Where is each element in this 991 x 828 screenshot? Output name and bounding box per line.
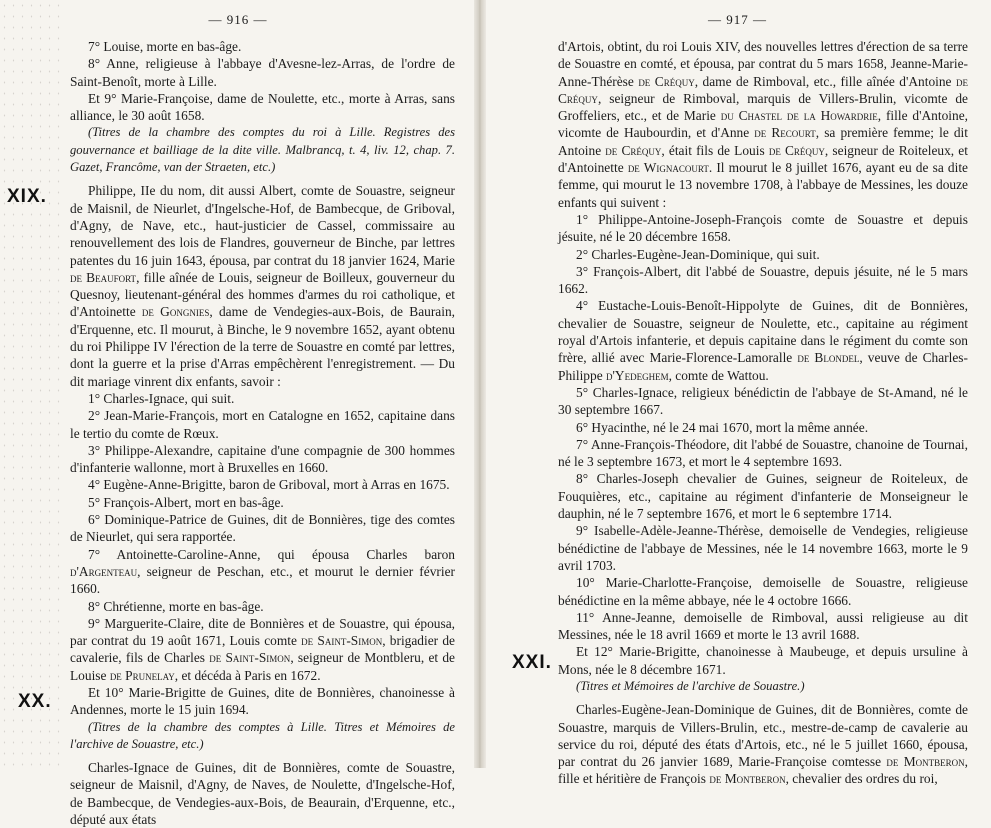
source-citation: (Titres de la chambre des comptes à Lille. Titres et Mémoires de l'archive de Souastre, etc.) bbox=[70, 719, 455, 751]
surname: de Wignacourt bbox=[627, 160, 709, 176]
paragraph-philippe bbox=[70, 182, 455, 390]
text-run: d'Artois, obtint, du roi Louis XIV, des nouvelles lettres d'érection de sa terre de Souastre en comté, et épousa, par contrat du 5 mars 1658, Jeanne-Marie-Anne-Thérèse bbox=[558, 39, 968, 89]
surname: de Créquy bbox=[768, 142, 825, 158]
surname: de Montberon bbox=[709, 771, 786, 787]
text-run: , fille d'Antoine, vicomte de Haubourdin, et d'Anne bbox=[558, 108, 968, 141]
child-entry: 3° Philippe-Alexandre, capitaine d'une compagnie de 300 hommes d'infanterie wallonne, mort à Bruxelles en 1660. bbox=[70, 442, 455, 476]
child-entry: 5° Charles-Ignace, religieux bénédictin de l'abbaye de St-Amand, né le 30 septembre 1667. bbox=[558, 384, 968, 418]
generation-marker-xix: XIX. bbox=[7, 186, 47, 207]
paragraph-charles-eugene bbox=[558, 701, 968, 787]
surname: de Blondel bbox=[797, 350, 860, 366]
surname: de Saint-Simon bbox=[209, 650, 291, 666]
text-run: , seigneur de Peschan, etc., et mourut le dernier février 1660. bbox=[70, 563, 455, 597]
paragraph-charles-ignace: Charles-Ignace de Guines, dit de Bonnières, comte de Souastre, seigneur de Maisnil, d'Agny, de Naves, de Noulette, d'Ingelsche-Hof, de Bambecque, de Vendegies-aux-Bois, de Beaurain, d'Erquenne, etc., député aux états bbox=[70, 760, 455, 828]
source-citation: (Titres et Mémoires de l'archive de Souastre.) bbox=[576, 678, 805, 693]
text-run: , chevalier des ordres du roi, bbox=[785, 771, 938, 787]
child-entry: 3° François-Albert, dit l'abbé de Souastre, depuis jésuite, né le 5 mars 1662. bbox=[558, 263, 968, 297]
text-run: Charles-Eugène-Jean-Dominique de Guines, dit de Bonnières, comte de Souastre, marquis de Villers-Brulin, etc., mestre-de-camp de cavalerie au service du roi, député des états d'Artois, etc., né le 5 juillet 1660, épousa, par contrat du 26 janvier 1689, Marie-Françoise comtesse bbox=[558, 702, 968, 770]
surname: de Montberon bbox=[886, 754, 965, 770]
text-run: 9° Marguerite-Claire, dite de Bonnières et de Souastre, qui épousa, par contrat du 19 août 1671, Louis comte bbox=[70, 615, 455, 649]
child-entry: 6° Dominique-Patrice de Guines, dit de Bonnières, tige des comtes de Nieurlet, qui sera rapportée. bbox=[70, 512, 455, 545]
surname: de Créquy bbox=[558, 73, 968, 106]
surname: de Créquy bbox=[605, 142, 662, 158]
surname: de Recourt bbox=[754, 125, 816, 141]
generation-marker-xxi: XXI. bbox=[512, 652, 552, 673]
child-entry: 2° Jean-Marie-François, mort en Catalogne en 1652, capitaine dans le tertio du comte de Rœux. bbox=[70, 408, 455, 441]
paragraph: 8° Anne, religieuse à l'abbaye d'Avesne-lez-Arras, de l'ordre de Saint-Benoît, morte à Lille. bbox=[70, 56, 455, 89]
child-entry: 1° Philippe-Antoine-Joseph-François comte de Souastre et depuis jésuite, né le 20 décembre 1658. bbox=[558, 211, 968, 245]
child-entry: 5° François-Albert, mort en bas-âge. bbox=[88, 494, 284, 510]
left-page-text bbox=[70, 38, 455, 828]
surname: d'Yedeghem bbox=[606, 367, 669, 383]
text-run: . Il mourut le 8 juillet 1676, ayant eu de sa dite femme, qui mourut le 13 novembre 1708, à l'abbaye de Messines, les douze enfants qui suivent : bbox=[558, 160, 968, 210]
text-run: , fille aînée de Louis, seigneur de Boilleux, gouverneur du Quesnoy, lieutenant-général des hommes d'armes du roi catholique, et d'Antoinette bbox=[70, 269, 455, 320]
child-entry bbox=[558, 297, 968, 383]
text-run: , seigneur de Rimboval, marquis de Villers-Brulin, vicomte de Groffeliers, etc., et de Marie bbox=[558, 90, 968, 124]
text-run: , brigadier de cavalerie, fils de Charles bbox=[70, 633, 455, 666]
paragraph: 7° Louise, morte en bas-âge. bbox=[88, 39, 242, 54]
right-page-text bbox=[558, 38, 968, 788]
paragraph: Et 9° Marie-Françoise, dame de Noulette, etc., morte à Arras, sans alliance, le 30 août 1658. bbox=[70, 90, 455, 124]
text-run: , comte de Wattou. bbox=[668, 367, 769, 383]
child-entry: 8° Chrétienne, morte en bas-âge. bbox=[88, 598, 264, 614]
text-run: , dame de Rimboval, etc., fille aînée d'Antoine bbox=[694, 73, 952, 89]
source-citation: (Titres de la chambre des comptes du roi à Lille. Registres des gouvernance et bailliage de la dite ville. Malbrancq, t. 4, liv. 12, chap. 7. Gazet, Francôme, van der Straeten, etc.) bbox=[70, 125, 455, 175]
child-entry: 10° Marie-Charlotte-Françoise, demoiselle de Souastre, religieuse bénédictine en la même abbaye, née le 4 octobre 1666. bbox=[558, 575, 968, 608]
page-number-right: — 917 — bbox=[708, 12, 767, 27]
text-run: 7° Antoinette-Caroline-Anne, qui épousa Charles baron bbox=[88, 546, 455, 562]
text-run: , seigneur de Roiteleux, et d'Antoinette bbox=[558, 142, 968, 176]
child-entry: 1° Charles-Ignace, qui suit. bbox=[88, 390, 235, 406]
child-entry: 2° Charles-Eugène-Jean-Dominique, qui suit. bbox=[576, 246, 820, 262]
page-number-left: — 916 — bbox=[208, 12, 268, 27]
text-run: 4° Eustache-Louis-Benoît-Hippolyte de Guines, dit de Bonnières, chevalier de Souastre, seigneur de Noulette, etc., capitaine au régiment royal d'Artois infanterie, et depuis capitaine dans le régiment du comte son frère, allié avec Marie-Florence-Lamoralle bbox=[558, 298, 968, 366]
right-page bbox=[484, 0, 991, 787]
text-run: , et décéda à Paris en 1672. bbox=[174, 667, 321, 683]
surname: du Chastel de la Howardrie bbox=[720, 108, 878, 124]
child-entry: 7° Anne-François-Théodore, dit l'abbé de Souastre, chanoine de Tournai, né le 3 septembre 1673, et mort le 4 septembre 1693. bbox=[558, 436, 968, 470]
surname: de Prunelay bbox=[109, 667, 175, 683]
surname: d'Argenteau bbox=[70, 563, 138, 579]
child-entry: 4° Eugène-Anne-Brigitte, baron de Griboval, mort à Arras en 1675. bbox=[88, 477, 450, 493]
text-run: , veuve de Charles-Philippe bbox=[558, 350, 968, 383]
child-entry: 8° Charles-Joseph chevalier de Guines, seigneur de Roiteleux, de Fouquières, etc., capitaine au régiment d'infanterie de Monseigneur le dauphin, né le 7 septembre 1676, et mort le 6 septembre 1714. bbox=[558, 471, 968, 522]
child-entry: 9° Isabelle-Adèle-Jeanne-Thérèse, demoiselle de Vendegies, religieuse bénédictine de l'abbaye de Messines, née le 14 novembre 1663, morte le 9 avril 1703. bbox=[558, 523, 968, 573]
child-entry: Et 10° Marie-Brigitte de Guines, dite de Bonnières, chanoinesse à Andennes, morte le 15 juin 1694. bbox=[70, 684, 455, 718]
surname: de Beaufort bbox=[70, 269, 137, 285]
left-page bbox=[0, 0, 476, 828]
text-run: , fille et héritière de François bbox=[558, 754, 968, 787]
surname: de Gongnies bbox=[141, 304, 210, 320]
child-entry: 11° Anne-Jeanne, demoiselle de Rimboval, aussi religieuse au dit Messines, née le 18 avril 1669 et morte le 13 avril 1688. bbox=[558, 609, 968, 643]
paper-speckle bbox=[0, 0, 60, 768]
text-run: , dame de Vendegies-aux-Bois, de Baurain, d'Erquenne, etc. Il mourut, à Binche, le 9 novembre 1652, ayant obtenu du roi Philippe IV l'érection de la terre de Souastre en comté par lettres, dont la guerre et la prise d'Arras empêchèrent l'enregistrement. — Du dit mariage vinrent dix enfants, savoir : bbox=[70, 304, 456, 389]
text-run: , sa première femme; le dit Antoine bbox=[558, 125, 968, 158]
paragraph-continued bbox=[558, 38, 968, 211]
child-entry: Et 12° Marie-Brigitte, chanoinesse à Maubeuge, et depuis ursuline à Mons, née le 8 décembre 1671. bbox=[558, 644, 968, 677]
child-entry bbox=[70, 615, 455, 684]
surname: de Saint-Simon bbox=[301, 633, 383, 649]
child-entry: 6° Hyacinthe, né le 24 mai 1670, mort la même année. bbox=[576, 419, 869, 435]
text-run: Philippe, IIe du nom, dit aussi Albert, comte de Souastre, seigneur de Maisnil, de Nieurlet, d'Ingelsche-Hof, de Bambecque, de Griboval, d'Agny, de Nave, etc., haut-justicier de Cassel, commissaire au renouvellement des lois de Flandres, gouverneur de Binche, par lettres patentes du 16 juin 1643, épousa, par contrat du 18 janvier 1624, Marie bbox=[70, 183, 455, 268]
surname: de Créquy bbox=[638, 73, 695, 89]
text-run: , seigneur de Montbleru, et de Louise bbox=[70, 650, 455, 683]
text-run: , était fils de Louis bbox=[661, 142, 765, 158]
child-entry bbox=[70, 546, 455, 598]
generation-marker-xx: XX. bbox=[18, 691, 52, 712]
